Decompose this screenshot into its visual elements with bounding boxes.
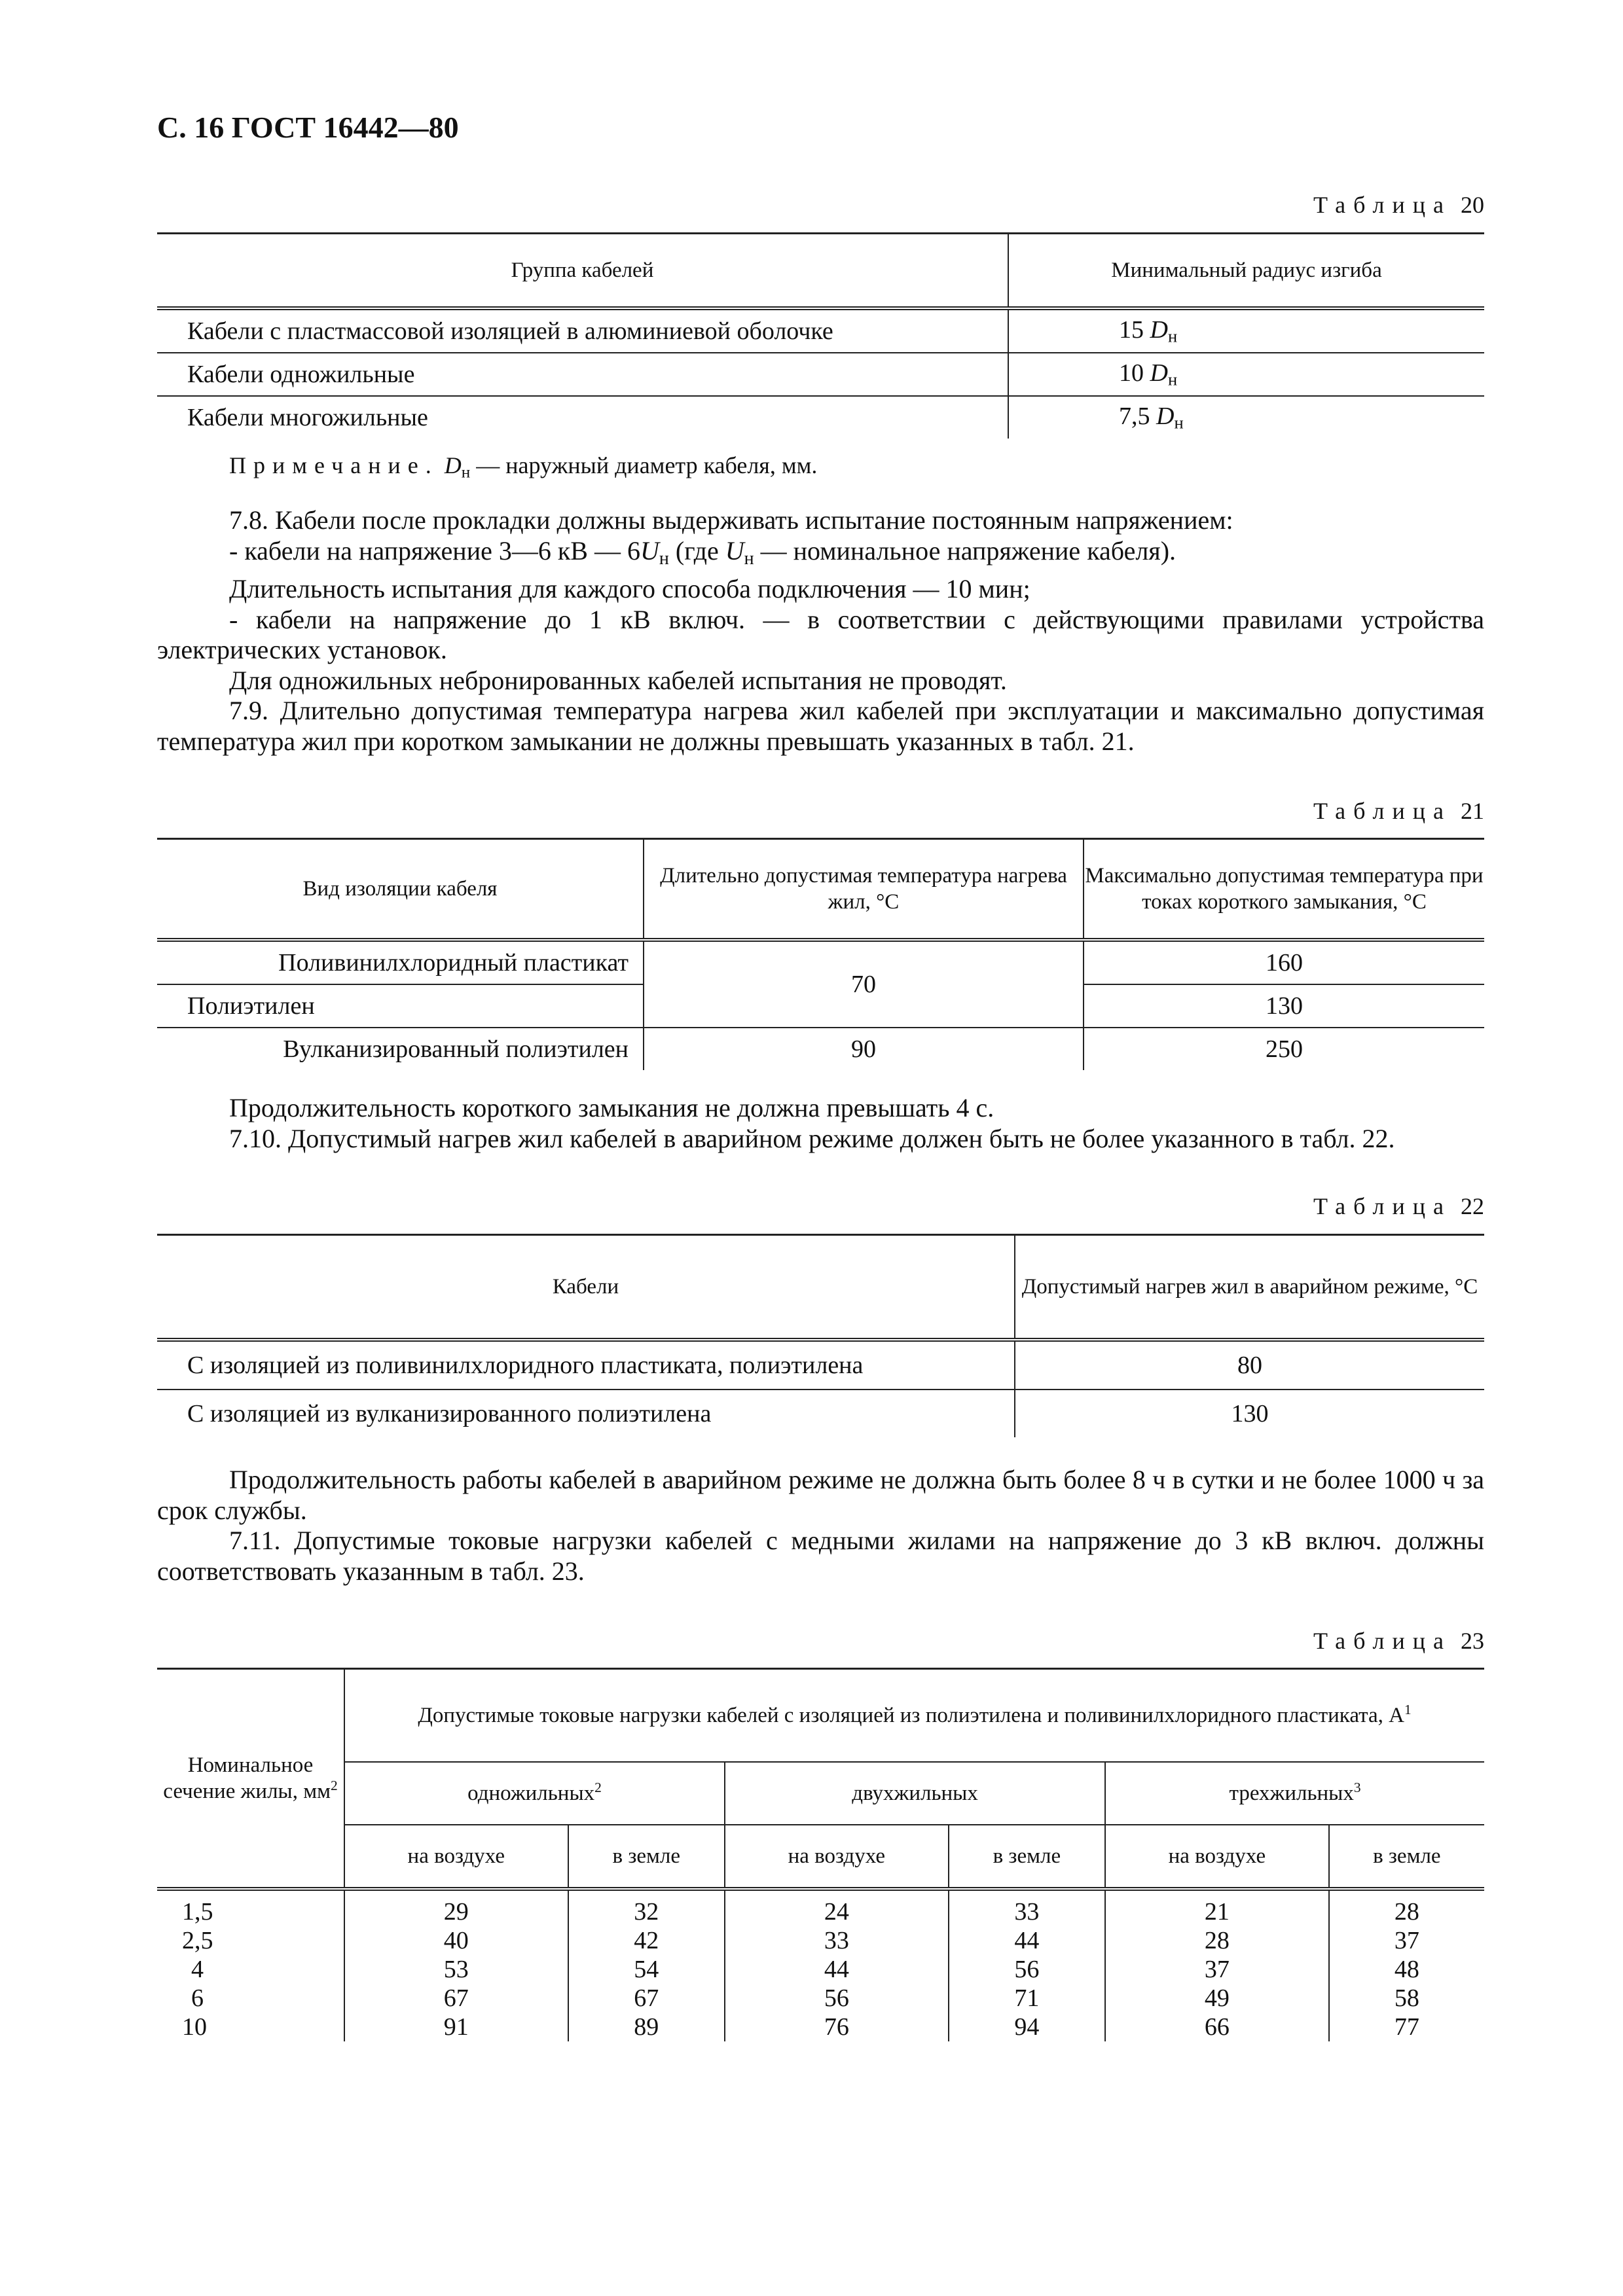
t21-cell-long-temp: 70 bbox=[644, 940, 1084, 1028]
paragraph: Продолжительность работы кабелей в аварийном режиме не должна быть более 8 ч в сутки и не более 1000 ч за срок службы. bbox=[157, 1465, 1484, 1525]
paragraph: Длительность испытания для каждого способа подключения — 10 мин; bbox=[229, 574, 1030, 603]
t23-header-ground: в земле bbox=[949, 1825, 1106, 1889]
t21-header-insulation: Вид изоляции кабеля bbox=[157, 839, 644, 941]
table-22 bbox=[157, 1234, 1484, 1437]
t22-cell-cables: С изоляцией из вулканизированного полиэтилена bbox=[157, 1390, 1015, 1437]
page-header: С. 16 ГОСТ 16442—80 bbox=[157, 111, 459, 144]
table-20-note: Примечание. $D_н$ — наружный диаметр кабеля, мм. bbox=[229, 452, 818, 482]
table-21-caption bbox=[1313, 797, 1484, 825]
t21-cell-insulation: Полиэтилен bbox=[157, 984, 644, 1028]
paragraph: 7.8. Кабели после прокладки должны выдерживать испытание постоянным напряжением: bbox=[229, 505, 1233, 535]
t23-header-single-core: одножильных$^2$ bbox=[344, 1762, 725, 1825]
t23-header-nominal: Номинальное сечение жилы, $мм^2$ bbox=[157, 1669, 344, 1890]
t23-header-three-core: трехжильных$^3$ bbox=[1105, 1762, 1484, 1825]
caption-number: 21 bbox=[1461, 798, 1484, 824]
t21-cell-insulation: Поливинилхлоридный пластикат bbox=[157, 940, 644, 984]
t23-header-ground: в земле bbox=[568, 1825, 725, 1889]
t20-header-radius: Минимальный радиус изгиба bbox=[1008, 234, 1484, 309]
table-row: 4 53 54 44 56 37 48 bbox=[157, 1955, 1484, 1984]
table-22-caption bbox=[1313, 1193, 1484, 1220]
table-row bbox=[157, 1390, 1484, 1437]
table-row: 10 91 89 76 94 66 77 bbox=[157, 2013, 1484, 2041]
paragraph: 7.10. Допустимый нагрев жил кабелей в аварийном режиме должен быть не более указанного в табл. 22. bbox=[229, 1123, 1395, 1153]
caption-word: Таблица bbox=[1313, 1193, 1451, 1219]
t20-cell-radius: 7,5 $D_н$ bbox=[1119, 403, 1184, 433]
paragraph: 7.9. Длительно допустимая температура нагрева жил кабелей при эксплуатации и максимально допустимая температура жил при коротком замыкании не должны превышать указанных в табл. 21. bbox=[157, 696, 1484, 756]
t21-cell-max-temp: 250 bbox=[1266, 1035, 1303, 1063]
caption-word: Таблица bbox=[1313, 192, 1451, 218]
table-20-caption bbox=[1313, 191, 1484, 219]
table-21 bbox=[157, 838, 1484, 1070]
paragraph: Продолжительность короткого замыкания не должна превышать 4 с. bbox=[229, 1093, 994, 1122]
t22-header-cables: Кабели bbox=[157, 1235, 1015, 1340]
t20-cell-group: Кабели одножильные bbox=[157, 353, 1008, 396]
t23-header-two-core: двухжильных bbox=[725, 1762, 1105, 1825]
section-7-10 bbox=[157, 1093, 1484, 1154]
table-row bbox=[157, 308, 1484, 353]
t23-header-ground: в земле bbox=[1329, 1825, 1484, 1889]
t21-cell-max-temp: 160 bbox=[1084, 940, 1484, 984]
t23-header-current-loads: Допустимые токовые нагрузки кабелей с изоляцией из полиэтилена и поливинилхлоридного пластиката, $А^1$ bbox=[344, 1669, 1484, 1763]
t21-cell-long-temp: 90 bbox=[644, 1028, 1084, 1070]
table-row bbox=[157, 396, 1484, 439]
t22-header-heating: Допустимый нагрев жил в аварийном режиме, °С bbox=[1015, 1235, 1484, 1340]
table-row: 1,5 29 32 24 33 21 28 bbox=[157, 1889, 1484, 1926]
t20-cell-group: Кабели многожильные bbox=[157, 396, 1008, 439]
paragraph: Для одножильных небронированных кабелей испытания не проводят. bbox=[229, 665, 1007, 695]
table-row bbox=[157, 1340, 1484, 1390]
t22-cell-heating: 80 bbox=[1015, 1340, 1484, 1390]
table-20 bbox=[157, 232, 1484, 439]
section-7-8 bbox=[157, 505, 1484, 757]
t23-header-air: на воздухе bbox=[725, 1825, 949, 1889]
table-row: 6 67 67 56 71 49 58 bbox=[157, 1984, 1484, 2013]
caption-word: Таблица bbox=[1313, 798, 1451, 824]
note-label: Примечание. bbox=[229, 452, 439, 478]
caption-number: 22 bbox=[1461, 1193, 1484, 1219]
t22-cell-heating: 130 bbox=[1231, 1400, 1269, 1427]
t21-cell-insulation: Вулканизированный полиэтилен bbox=[157, 1028, 644, 1070]
caption-number: 20 bbox=[1461, 192, 1484, 218]
t20-cell-radius: 15 $D_н$ bbox=[1008, 308, 1484, 353]
t20-cell-radius: 10 $D_н$ bbox=[1008, 353, 1484, 396]
t21-header-max-temp: Максимально допустимая температура при токах короткого замыкания, °С bbox=[1084, 839, 1484, 941]
caption-word: Таблица bbox=[1313, 1628, 1451, 1654]
paragraph: - кабели на напряжение до 1 кВ включ. — в соответствии с действующими правилами устройства электрических установок. bbox=[157, 604, 1484, 664]
caption-number: 23 bbox=[1461, 1628, 1484, 1654]
table-row bbox=[157, 353, 1484, 396]
table-row: 2,5 40 42 33 44 28 37 bbox=[157, 1926, 1484, 1955]
t21-header-long-temp: Длительно допустимая температура нагрева жил, °С bbox=[644, 839, 1084, 941]
t22-cell-cables: С изоляцией из поливинилхлоридного пластиката, полиэтилена bbox=[157, 1340, 1015, 1390]
t23-header-air: на воздухе bbox=[1105, 1825, 1329, 1889]
table-23-caption bbox=[1313, 1627, 1484, 1655]
table-row bbox=[157, 940, 1484, 984]
t20-cell-group: Кабели с пластмассовой изоляцией в алюминиевой оболочке bbox=[157, 308, 1008, 353]
table-row bbox=[157, 1028, 1484, 1070]
section-7-11 bbox=[157, 1465, 1484, 1587]
paragraph: - кабели на напряжение 3—6 кВ — $6U_н$ (где $U_н$ — номинальное напряжение кабеля). bbox=[229, 535, 1176, 569]
table-23 bbox=[157, 1668, 1484, 2041]
paragraph: 7.11. Допустимые токовые нагрузки кабелей с медными жилами на напряжение до 3 кВ включ. должны соответствовать указанным в табл. 23. bbox=[157, 1526, 1484, 1586]
t23-header-air: на воздухе bbox=[344, 1825, 568, 1889]
t21-cell-max-temp: 130 bbox=[1084, 984, 1484, 1028]
t20-header-group: Группа кабелей bbox=[157, 234, 1008, 309]
